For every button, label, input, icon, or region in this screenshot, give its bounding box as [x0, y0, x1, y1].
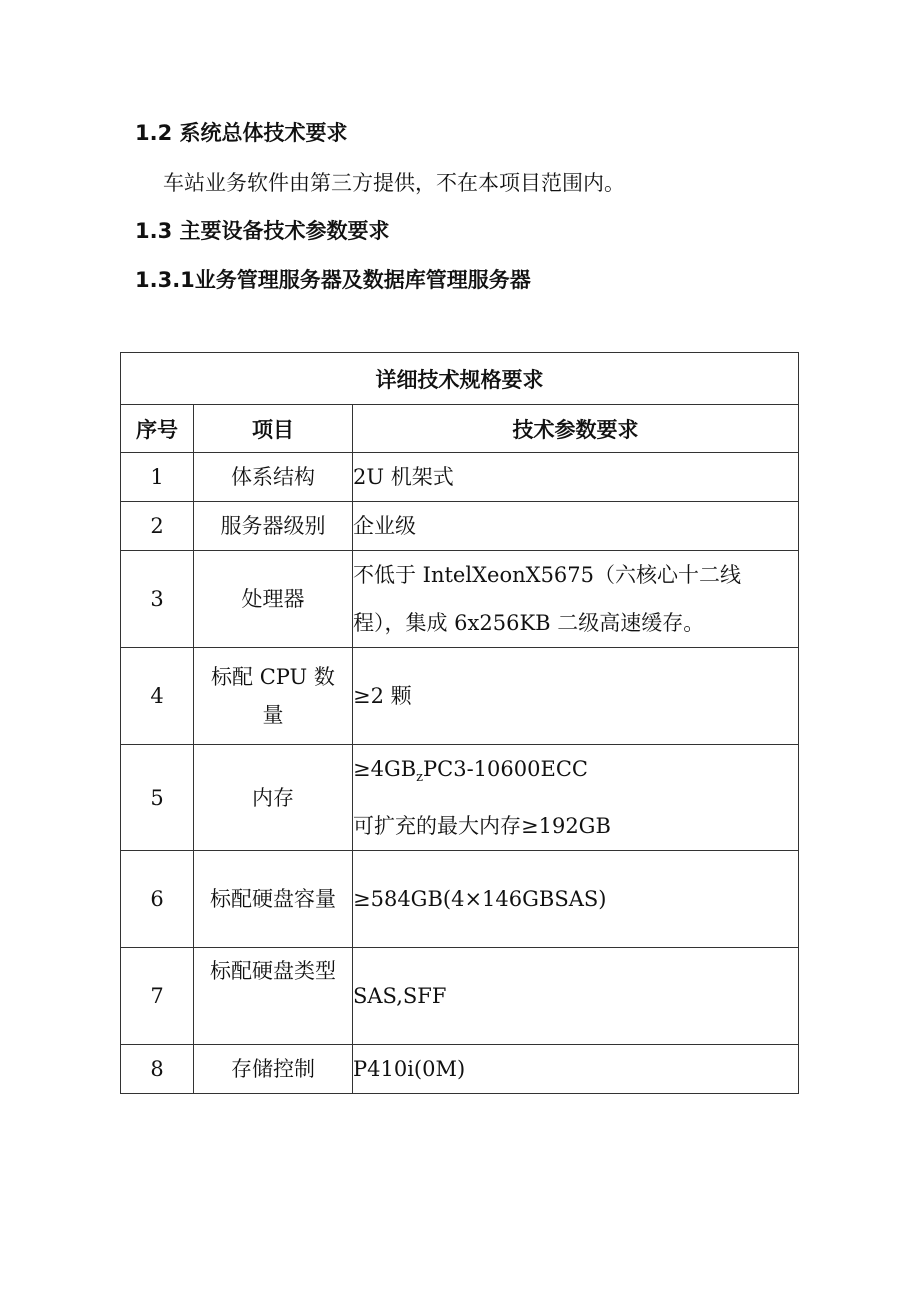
table-title-row — [121, 353, 799, 405]
item-line: 量 — [262, 703, 284, 727]
table-title: 详细技术规格要求 — [121, 353, 799, 405]
item-line: 标配 CPU 数 — [211, 665, 335, 689]
spec-table — [120, 352, 799, 1094]
row-no: 7 — [121, 948, 194, 1045]
row-param: 企业级 — [353, 502, 799, 551]
row-item — [194, 648, 353, 745]
table-row — [121, 851, 799, 948]
row-item: 标配硬盘类型 — [194, 948, 353, 1045]
row-no: 5 — [121, 745, 194, 851]
param-line: 可扩充的最大内存≥192GB — [353, 814, 611, 839]
heading-1-3-1: 1.3.1业务管理服务器及数据库管理服务器 — [135, 268, 531, 292]
row-item: 内存 — [194, 745, 353, 851]
row-no: 4 — [121, 648, 194, 745]
table-row — [121, 948, 799, 1045]
row-no: 8 — [121, 1045, 194, 1094]
row-param — [353, 745, 799, 851]
row-item: 体系结构 — [194, 453, 353, 502]
row-no: 3 — [121, 551, 194, 648]
row-param: ≥584GB(4×146GBSAS) — [353, 851, 799, 948]
table-row — [121, 453, 799, 502]
row-param — [353, 551, 799, 648]
param-line: 程），集成 6x256KB 二级高速缓存。 — [353, 611, 705, 635]
row-item: 存储控制 — [194, 1045, 353, 1094]
heading-1-2: 1.2 系统总体技术要求 — [135, 121, 348, 145]
row-no: 1 — [121, 453, 194, 502]
header-no: 序号 — [121, 405, 194, 453]
param-line — [353, 745, 798, 802]
row-param: 2U 机架式 — [353, 453, 799, 502]
header-item: 项目 — [194, 405, 353, 453]
row-param: ≥2 颗 — [353, 648, 799, 745]
row-item: 处理器 — [194, 551, 353, 648]
table-row — [121, 502, 799, 551]
header-param: 技术参数要求 — [353, 405, 799, 453]
row-param: SAS,SFF — [353, 948, 799, 1045]
row-no: 6 — [121, 851, 194, 948]
heading-1-3: 1.3 主要设备技术参数要求 — [135, 219, 390, 243]
table-row — [121, 745, 799, 851]
table-row — [121, 648, 799, 745]
table-header-row — [121, 405, 799, 453]
param-text: ≥4GB — [353, 757, 417, 781]
param-text: PC3-10600ECC — [423, 757, 588, 781]
param-subscript: z — [416, 770, 424, 786]
row-param: P410i(0M) — [353, 1045, 799, 1094]
row-no: 2 — [121, 502, 194, 551]
param-line: 不低于 IntelXeonX5675（六核心十二线 — [353, 563, 742, 587]
table-row — [121, 551, 799, 648]
table-row — [121, 1045, 799, 1094]
row-item: 标配硬盘容量 — [194, 851, 353, 948]
row-item: 服务器级别 — [194, 502, 353, 551]
paragraph-scope-note: 车站业务软件由第三方提供，不在本项目范围内。 — [163, 171, 625, 195]
